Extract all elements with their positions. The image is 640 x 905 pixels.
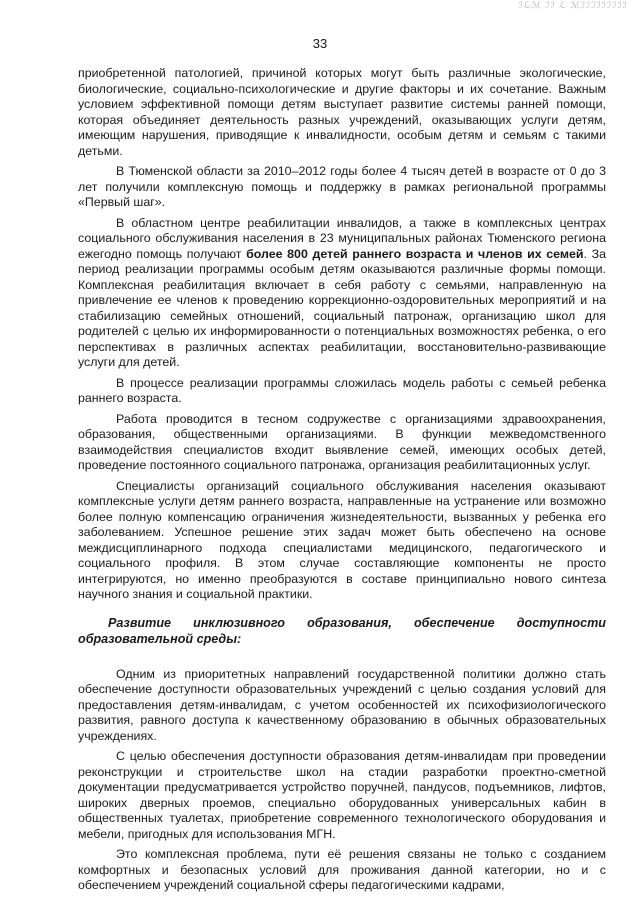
paragraph-first-step-program: В Тюменской области за 2010–2012 годы более 4 тысяч детей в возрасте от 0 до 3 лет получили комплексную помощь и поддержку в рамках региональной программы «Первый шаг». bbox=[78, 164, 606, 209]
paragraph-specialists: Специалисты организаций социального обслуживания населения оказывают комплексные услуги детям раннего возраста, направленные на устранение или возможно более полную компенсацию ограничения жизнедеятельности, вызванных у ребенка его заболеванием. Успешное решение этих задач может быть обеспечено на основе междисциплинарного подхода специалистами медицинского, педагогического и социального профиля. В этом случае составляющие компоненты не просто интегрируются, но именно преобразуются в составе принципиально нового синтеза научного знания и социальной практики. bbox=[78, 478, 606, 601]
paragraph-text: . За период реализации программы особым детям оказываются различные формы помощи. Комплексная реабилитация включает в себя работу с семьями, направленную на привлечение ее членов к проведению коррекционно-оздоровительных мероприятий и на стабилизацию семейных отношений, социальный патронаж, организацию школ для родителей с целью их информированности о потенциальных возможностях ребенка, о его перспективах в различных аспектах реабилитации, восстановительно-развивающие услуги для детей. bbox=[78, 246, 606, 369]
paragraph-cooperation: Работа проводится в тесном содружестве с организациями здравоохранения, образования, общественными организациями. В функции межведомственного взаимодействия специалистов входит выявление семей, имеющих особых детей, проведение постоянного социального патронажа, организация реабилитационных услуг. bbox=[78, 411, 606, 472]
paragraph-priority-direction: Одним из приоритетных направлений государственной политики должно стать обеспечение доступности образовательных учреждений с целью создания условий для предоставления детям-инвалидам, с учетом особенностей их психофизиологического развития, равного доступа к качественному образованию в обычных образовательных учреждениях. bbox=[78, 666, 606, 743]
scan-artifact: ℐℒℳ ℐℐ ℒ ℳℐℐℐℐℐℐℐℐℐ bbox=[518, 0, 628, 10]
paragraph-emphasis: более 800 детей раннего возраста и членов их семей bbox=[246, 246, 584, 261]
page-number: 33 bbox=[312, 36, 328, 51]
paragraph-continuation: приобретенной патологией, причиной которых могут быть различные экологические, биологические, социально-психологические и другие факторы и их сочетание. Важным условием эффективной помощи детям выступает развитие системы ранней помощи, которая объединяет деятельность разных учреждений, оказывающих услуги детям, имеющим нарушения, приводящие к инвалидности, особым детям и семьям с такими детьми. bbox=[78, 66, 606, 158]
section-heading: Развитие инклюзивного образования, обеспечение доступности образовательной среды: bbox=[78, 615, 606, 646]
paragraph-complex-problem: Это комплексная проблема, пути её решения связаны не только с созданием комфортных и безопасных условий для проживания данной категории, но и с обеспечением учреждений социальной сферы педагогическими кадрами, bbox=[78, 847, 606, 892]
paragraph-text: В областном центре реабилитации инвалидов, а также в комплексных центрах социального обслуживания населения в 23 муниципальных районах Тюменского региона ежегодно помощь получают bbox=[78, 215, 606, 261]
paragraph-accessibility: С целью обеспечения доступности образования детям-инвалидам при проведении реконструкции и строительстве школ на стадии разработки проектно-сметной документации предусматривается устройство поручней, пандусов, подъемников, лифтов, широких дверных проемов, специально оборудованных универсальных кабин в общественных туалетах, приобретение современного технологического оборудования и мебели, пригодных для использования МГН. bbox=[78, 749, 606, 841]
paragraph-work-model: В процессе реализации программы сложилась модель работы с семьей ребенка раннего возраста. bbox=[78, 375, 606, 405]
paragraph-rehabilitation-center bbox=[78, 216, 606, 371]
document-body bbox=[78, 66, 606, 899]
